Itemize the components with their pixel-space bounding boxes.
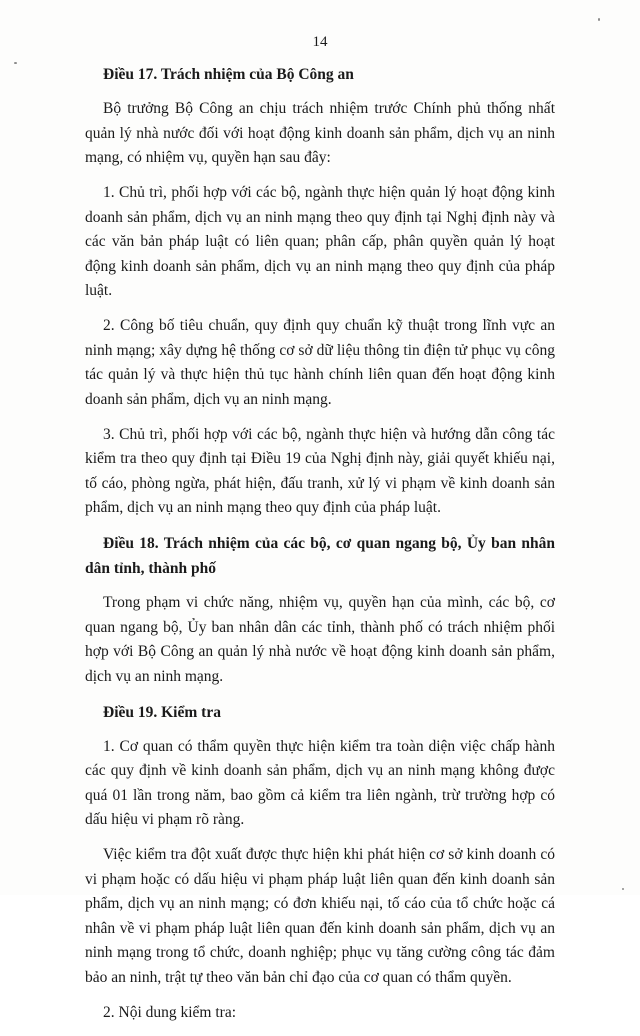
article-19-clause-2: 2. Nội dung kiểm tra: bbox=[103, 1003, 237, 1021]
scan-mark bbox=[598, 18, 600, 21]
article-17-paragraph: Bộ trưởng Bộ Công an chịu trách nhiệm trước Chính phủ thống nhất quản lý nhà nước đối với hoạt động kinh doanh sản phẩm, dịch vụ an ninh mạng, có nhiệm vụ, quyền hạn sau đây: bbox=[85, 100, 555, 166]
article-17-heading: Điều 17. Trách nhiệm của Bộ Công an bbox=[103, 66, 354, 83]
article-18-heading: Điều 18. Trách nhiệm của các bộ, cơ quan ngang bộ, Ủy ban nhân dân tỉnh, thành phố bbox=[85, 535, 555, 577]
scan-mark bbox=[14, 62, 17, 64]
document-body bbox=[85, 62, 555, 1036]
article-19-heading: Điều 19. Kiểm tra bbox=[103, 703, 221, 721]
article-19-paragraph: Việc kiểm tra đột xuất được thực hiện khi phát hiện cơ sở kinh doanh có vi phạm hoặc có dấu hiệu vi phạm pháp luật liên quan đến kinh doanh sản phẩm, dịch vụ an ninh mạng; có đơn khiếu nại, tố cáo của tổ chức hoặc cá nhân về vi phạm pháp luật liên quan đến kinh doanh sản phẩm, dịch vụ an ninh mạng trong tổ chức, doanh nghiệp; phục vụ tăng cường công tác đảm bảo an ninh, trật tự theo văn bản chỉ đạo của cơ quan có thẩm quyền. bbox=[85, 846, 555, 986]
article-17-clause-2: 2. Công bố tiêu chuẩn, quy định quy chuẩn kỹ thuật trong lĩnh vực an ninh mạng; xây dựng hệ thống cơ sở dữ liệu thông tin điện tử phục vụ công tác quản lý và thực hiện thủ tục hành chính liên quan đến hoạt động kinh doanh sản phẩm, dịch vụ an ninh mạng. bbox=[85, 317, 555, 408]
page-number: 14 bbox=[312, 34, 328, 50]
scan-mark bbox=[622, 888, 624, 890]
article-18-paragraph: Trong phạm vi chức năng, nhiệm vụ, quyền hạn của mình, các bộ, cơ quan ngang bộ, Ủy ban nhân dân các tỉnh, thành phố có trách nhiệm phối hợp với Bộ Công an quản lý nhà nước về hoạt động kinh doanh sản phẩm, dịch vụ an ninh mạng. bbox=[85, 594, 555, 685]
article-19-clause-1: 1. Cơ quan có thẩm quyền thực hiện kiểm tra toàn diện việc chấp hành các quy định về kinh doanh sản phẩm, dịch vụ an ninh mạng không được quá 01 lần trong năm, bao gồm cả kiểm tra liên ngành, trừ trường hợp có dấu hiệu vi phạm rõ ràng. bbox=[85, 737, 555, 828]
article-17-clause-3: 3. Chủ trì, phối hợp với các bộ, ngành thực hiện và hướng dẫn công tác kiểm tra theo quy định tại Điều 19 của Nghị định này, giải quyết khiếu nại, tố cáo, phòng ngừa, phát hiện, đấu tranh, xử lý vi phạm về kinh doanh sản phẩm, dịch vụ an ninh mạng theo quy định của pháp luật. bbox=[85, 425, 555, 516]
article-17-clause-1: 1. Chủ trì, phối hợp với các bộ, ngành thực hiện quản lý hoạt động kinh doanh sản phẩm, dịch vụ an ninh mạng theo quy định tại Nghị định này và các văn bản pháp luật có liên quan; phân cấp, phân quyền quản lý hoạt động kinh doanh sản phẩm, dịch vụ an ninh mạng theo quy định của pháp luật. bbox=[85, 184, 555, 299]
